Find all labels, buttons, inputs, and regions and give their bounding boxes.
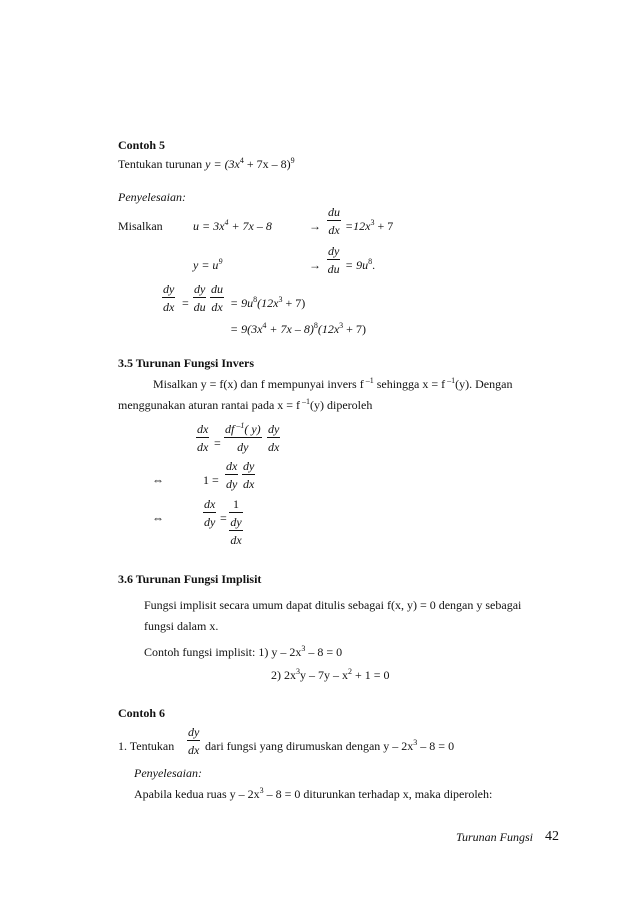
item-text: – 8 = 0 — [417, 739, 455, 753]
u-def-exp: 4 — [224, 218, 229, 227]
result-text: + 7 — [374, 219, 394, 233]
example6-solution-label: Penyelesaian: — [134, 766, 202, 780]
frac-den: dx — [328, 223, 340, 237]
frac-num: dy — [188, 725, 200, 739]
frac-num: dy — [194, 282, 206, 296]
result-exp: 8 — [368, 257, 373, 266]
frac-num-text: ( y) — [244, 422, 261, 436]
task-expr: + 7x – 8) — [243, 157, 291, 171]
para-text: Misalkan y = f(x) dan f mempunyai invers f — [153, 377, 364, 391]
frac-num: du — [211, 282, 223, 296]
frac-num — [224, 422, 262, 438]
iff-icon: ⇔ — [152, 511, 164, 525]
result-exp: 8 — [253, 295, 258, 304]
solution-text: – 8 = 0 diturunkan terhadap x, maka diperoleh: — [263, 787, 493, 801]
item-exp: 3 — [413, 738, 418, 747]
frac-den: dx — [163, 300, 175, 314]
para-sup: –1 — [363, 376, 374, 385]
frac-num: dy — [243, 459, 255, 473]
frac-num: dy — [163, 282, 175, 296]
para-sup: –1 — [445, 376, 456, 385]
frac-den: dx — [197, 440, 209, 454]
result-text: (12x — [257, 296, 279, 310]
frac-num: du — [328, 205, 340, 219]
example-text: – 8 = 0 — [305, 645, 343, 659]
y-definition — [193, 258, 222, 273]
fraction-one-over-dydx — [229, 497, 243, 547]
arrow-icon: → — [309, 258, 321, 272]
task-expr: y = (3x — [205, 157, 240, 171]
let-word: Misalkan — [118, 219, 163, 233]
result-text: + 7x – 8) — [266, 322, 314, 336]
fraction-dfinv-dy — [224, 422, 262, 454]
frac-num: dy — [268, 422, 280, 436]
chain-result-2 — [230, 322, 366, 337]
example-text: + 1 = 0 — [352, 668, 390, 682]
frac-den: du — [193, 300, 206, 314]
u-def-text: + 7x – 8 — [228, 219, 272, 233]
fraction-du-dx — [327, 205, 341, 237]
section-3-6-paragraph-line1: Fungsi implisit secara umum dapat ditulis sebagai f(x, y) = 0 dengan y sebagai — [144, 598, 522, 612]
section-3-5-paragraph-line2 — [118, 398, 372, 413]
section-3-6-paragraph-line2: fungsi dalam x. — [144, 619, 219, 633]
fraction-dy-dx — [162, 282, 175, 314]
result-text: + 7) — [282, 296, 306, 310]
task-text: Tentukan turunan — [118, 157, 206, 171]
dy-du-result — [345, 258, 375, 273]
frac-den: dx — [243, 477, 255, 491]
frac-den: dx — [188, 743, 200, 757]
para-sup: –1 — [300, 397, 311, 406]
result-text: = 9u — [345, 258, 369, 272]
frac-num: dx — [226, 459, 238, 473]
frac-den: dy — [204, 515, 216, 529]
para-text: (y). Dengan — [455, 377, 513, 391]
example-text: 2) 2x — [271, 668, 296, 682]
result-text: =12x — [345, 219, 371, 233]
fraction-du-dx — [210, 282, 224, 314]
fraction-dx-dy — [225, 459, 238, 491]
footer-page-number: 42 — [545, 829, 559, 844]
fraction-dy-dx — [267, 422, 280, 454]
fraction-dy-dx — [187, 725, 200, 757]
implicit-example-1 — [144, 645, 342, 660]
equals-sign: = — [214, 436, 221, 450]
frac-num: 1 — [229, 497, 243, 513]
frac-num: dx — [197, 422, 209, 436]
example5-title: Contoh 5 — [118, 138, 166, 152]
frac-den: dy — [237, 440, 249, 454]
footer-chapter-title: Turunan Fungsi — [456, 830, 534, 844]
implicit-example-2 — [271, 668, 390, 683]
example-exp: 3 — [301, 644, 306, 653]
frac-den: du — [327, 262, 340, 276]
para-text: (y) diperoleh — [310, 398, 373, 412]
section-3-6-heading: 3.6 Turunan Fungsi Implisit — [118, 572, 262, 586]
frac-den: dx — [268, 440, 280, 454]
para-text: sehingga x = f — [373, 377, 446, 391]
u-definition — [193, 219, 272, 234]
example-exp: 2 — [348, 667, 352, 676]
example-exp: 3 — [296, 667, 300, 676]
result-text: . — [372, 258, 376, 272]
result-exp: 4 — [262, 321, 267, 330]
example-text: y – 7y – x — [300, 668, 348, 682]
task-exp: 9 — [290, 156, 295, 165]
para-text: menggunakan aturan rantai pada x = f — [118, 398, 301, 412]
example-text: Contoh fungsi implisit: 1) y – 2x — [144, 645, 302, 659]
result-text: = 9(3x — [230, 322, 263, 336]
section-3-5-paragraph-line1 — [153, 377, 512, 392]
solution-exp: 3 — [259, 786, 264, 795]
result-text: (12x — [317, 322, 340, 336]
task-exp: 4 — [239, 156, 244, 165]
result-exp: 3 — [339, 321, 344, 330]
equals-sign: = — [220, 511, 227, 525]
frac-inner-num: dy — [230, 515, 242, 529]
example5-solution-label: Penyelesaian: — [118, 190, 186, 204]
result-exp: 3 — [370, 218, 375, 227]
section-3-5-heading: 3.5 Turunan Fungsi Invers — [118, 356, 255, 370]
arrow-icon: → — [309, 219, 321, 233]
frac-inner-den: dx — [230, 533, 242, 547]
one-equals: 1 = — [203, 473, 219, 487]
solution-text: Apabila kedua ruas y – 2x — [134, 787, 260, 801]
chain-result-1 — [230, 296, 305, 311]
fraction-dx-dx — [196, 422, 209, 454]
iff-icon: ⇔ — [152, 473, 164, 487]
example6-solution-text — [134, 787, 492, 802]
result-text: + 7) — [343, 322, 366, 336]
example6-title: Contoh 6 — [118, 706, 166, 720]
frac-num: dy — [328, 244, 340, 258]
frac-num: dx — [204, 497, 216, 511]
fraction-dy-du — [193, 282, 206, 314]
frac-num-sup: –1 — [234, 421, 245, 430]
frac-den — [229, 513, 242, 547]
frac-den: dy — [226, 477, 238, 491]
result-exp: 8 — [313, 321, 318, 330]
result-exp: 3 — [278, 295, 283, 304]
y-def-text: y = u — [193, 258, 219, 272]
y-def-exp: 9 — [218, 257, 223, 266]
example6-item1-rest — [205, 739, 454, 754]
item-text: dari fungsi yang dirumuskan dengan y – 2x — [205, 739, 414, 753]
u-def-text: u = 3x — [193, 219, 225, 233]
fraction-dx-dy — [203, 497, 216, 529]
result-text: = 9u — [230, 296, 254, 310]
frac-num-text: df — [225, 422, 235, 436]
example5-task — [118, 157, 295, 172]
fraction-dy-du — [327, 244, 340, 276]
equals-sign: = — [182, 296, 189, 310]
fraction-dy-dx — [242, 459, 255, 491]
frac-den: dx — [211, 300, 223, 314]
du-dx-result — [345, 219, 393, 234]
example6-item1-prefix: 1. Tentukan — [118, 739, 175, 753]
